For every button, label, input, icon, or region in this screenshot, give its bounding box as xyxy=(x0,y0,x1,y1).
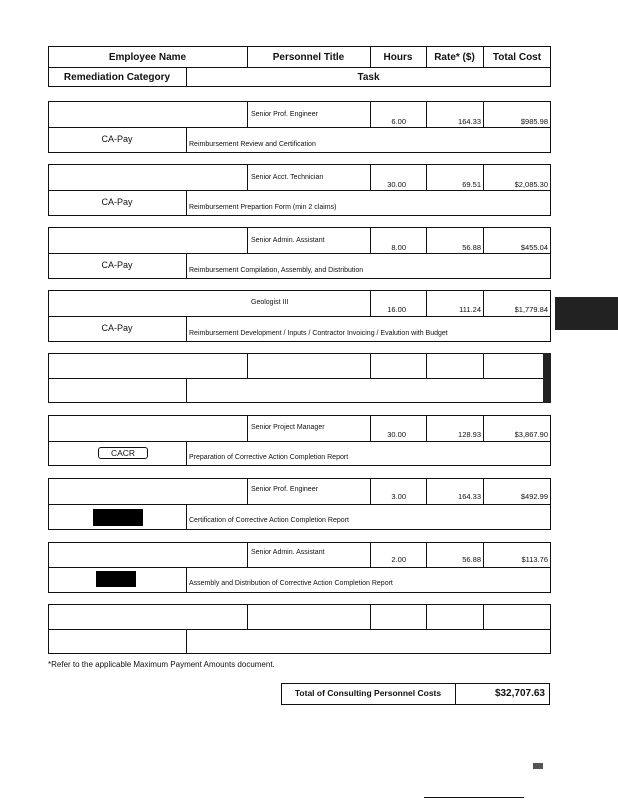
rate-value: 164.33 xyxy=(458,492,481,501)
hours-value: 16.00 xyxy=(387,305,406,314)
task-description: Preparation of Corrective Action Completion Report xyxy=(189,454,349,461)
header-divider xyxy=(48,67,551,68)
total-cost-value: $113.76 xyxy=(521,555,548,564)
personnel-title: Senior Acct. Technician xyxy=(251,174,324,181)
remediation-category-header: Remediation Category xyxy=(63,72,171,83)
scan-artifact xyxy=(543,353,551,403)
total-cost-value: $3,867.90 xyxy=(514,430,548,439)
redaction-box xyxy=(96,571,136,587)
total-cost-header: Total Cost xyxy=(492,52,542,63)
remediation-category: CA-Pay xyxy=(101,197,133,207)
personnel-title-header: Personnel Title xyxy=(272,52,345,63)
bottom-rule xyxy=(424,797,524,798)
rate-value: 128.93 xyxy=(458,430,481,439)
remediation-category: CACR xyxy=(98,447,148,459)
task-description: Reimbursement Review and Certification xyxy=(189,141,316,148)
task-description: Reimbursement Compilation, Assembly, and Distribution xyxy=(189,267,364,274)
footnote: *Refer to the applicable Maximum Payment Amounts document. xyxy=(48,660,275,669)
rate-value: 164.33 xyxy=(458,117,481,126)
rate-value: 56.88 xyxy=(462,555,481,564)
personnel-title: Senior Admin. Assistant xyxy=(251,549,325,556)
rate-header: Rate* ($) xyxy=(434,52,475,63)
personnel-title: Senior Prof. Engineer xyxy=(251,111,318,118)
task-description: Certification of Corrective Action Completion Report xyxy=(189,517,349,524)
page-stamp xyxy=(533,763,543,769)
personnel-title: Senior Prof. Engineer xyxy=(251,486,318,493)
total-cost-value: $1,779.84 xyxy=(514,305,548,314)
total-cost-value: $985.98 xyxy=(520,117,548,126)
total-cost-value: $455.04 xyxy=(520,243,548,252)
personnel-title: Senior Project Manager xyxy=(251,424,325,431)
task-description: Reimbursement Prepartion Form (min 2 claims) xyxy=(189,204,337,211)
remediation-category: CA-Pay xyxy=(101,134,133,144)
total-value: $32,707.63 xyxy=(494,688,545,699)
hours-value: 30.00 xyxy=(387,180,406,189)
hours-value: 30.00 xyxy=(387,430,406,439)
task-header: Task xyxy=(357,72,380,83)
total-cost-value: $492.99 xyxy=(520,492,548,501)
remediation-category: CA-Pay xyxy=(101,323,133,333)
rate-value: 111.24 xyxy=(459,305,481,314)
task-description: Assembly and Distribution of Corrective Action Completion Report xyxy=(189,580,393,587)
hours-value: 2.00 xyxy=(391,555,406,564)
hours-value: 3.00 xyxy=(391,492,406,501)
personnel-title: Senior Admin. Assistant xyxy=(251,237,325,244)
hours-header: Hours xyxy=(383,52,413,63)
personnel-title: Geologist III xyxy=(251,299,289,306)
redaction-box xyxy=(93,509,143,526)
hours-value: 8.00 xyxy=(391,243,406,252)
scan-edge-mark xyxy=(555,297,618,330)
hours-value: 6.00 xyxy=(391,117,406,126)
rate-value: 56.88 xyxy=(462,243,481,252)
task-description: Reimbursement Development / Inputs / Contractor Invoicing / Evalution with Budget xyxy=(189,330,448,337)
employee-name-header: Employee Name xyxy=(108,52,187,63)
rate-value: 69.51 xyxy=(462,180,481,189)
remediation-category: CA-Pay xyxy=(101,260,133,270)
total-cost-value: $2,085.30 xyxy=(514,180,548,189)
total-label: Total of Consulting Personnel Costs xyxy=(294,688,442,698)
